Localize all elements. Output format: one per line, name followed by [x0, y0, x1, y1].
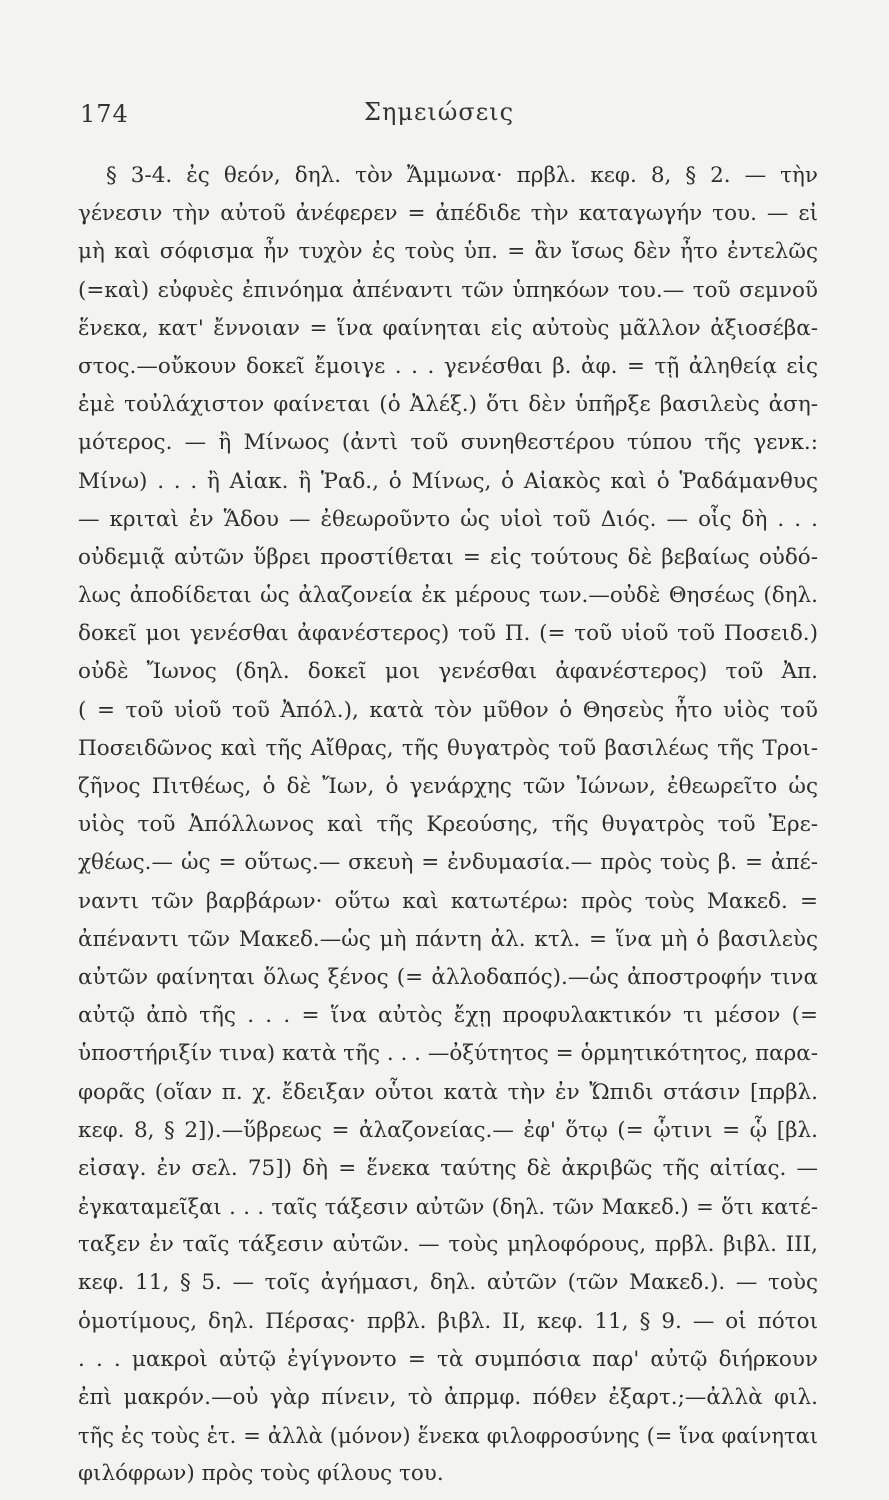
text-line: κεφ. 11, § 5. — τοῖς ἀγήμασι, δηλ. αὐτῶν (τῶν Μακεδ.). — τοὺς — [78, 1270, 818, 1296]
text-line: φορᾶς (οἵαν π. χ. ἔδειξαν οὗτοι κατὰ τὴν ἐν Ὤπιδι στάσιν [πρβλ. — [78, 1079, 818, 1105]
text-line: § 3-4. ἐς θεόν, δηλ. τὸν Ἄμμωνα· πρβλ. κεφ. 8, § 2. — τὴν — [106, 163, 818, 188]
text-line: οὐδὲ Ἴωνος (δηλ. δοκεῖ μοι γενέσθαι ἀφανέστερος) τοῦ Ἀπ. — [78, 659, 818, 685]
text-line: λως ἀποδίδεται ὡς ἀλαζονεία ἐκ μέρους των.—οὐδὲ Θησέως (δηλ. — [78, 583, 818, 609]
text-line: Μίνω) . . . ἢ Αἰακ. ἢ Ῥαδ., ὁ Μίνως, ὁ Αἰακὸς καὶ ὁ Ῥαδάμανθυς — [78, 468, 818, 494]
text-line: ἀπέναντι τῶν Μακεδ.—ὡς μὴ πάντη ἀλ. κτλ. = ἵνα μὴ ὁ βασιλεὺς — [78, 926, 818, 952]
text-line: (=καὶ) εὐφυὲς ἐπινόημα ἀπέναντι τῶν ὑπηκόων του.— τοῦ σεμνοῦ — [78, 277, 818, 303]
text-line: δοκεῖ μοι γενέσθαι ἀφανέστερος) τοῦ Π. (= τοῦ υἱοῦ τοῦ Ποσειδ.) — [78, 621, 818, 647]
text-line: Ποσειδῶνος καὶ τῆς Αἴθρας, τῆς θυγατρὸς τοῦ βασιλέως τῆς Τροι- — [78, 735, 818, 761]
text-line: ὁμοτίμους, δηλ. Πέρσας· πρβλ. βιβλ. II, κεφ. 11, § 9. — οἱ πότοι — [78, 1308, 818, 1334]
text-line: αὐτῷ ἀπὸ τῆς . . . = ἵνα αὐτὸς ἔχῃ προφυλακτικόν τι μέσον (= — [78, 1003, 818, 1029]
notes-body — [78, 157, 818, 1494]
text-line: φιλόφρων) πρὸς τοὺς φίλους του. — [78, 1461, 444, 1487]
text-line: χθέως.— ὡς = οὕτως.— σκευὴ = ἐνδυμασία.— πρὸς τοὺς β. = ἀπέ- — [78, 850, 818, 876]
text-line: ἐπὶ μακρόν.—οὐ γὰρ πίνειν, τὸ ἀπρμφ. πόθεν ἐξαρτ.;—ἀλλὰ φιλ. — [78, 1385, 818, 1410]
text-line: ἐμὲ τοὐλάχιστον φαίνεται (ὁ Ἀλέξ.) ὅτι δὲν ὑπῆρξε βασιλεὺς ἀση- — [78, 392, 818, 418]
page-number: 174 — [80, 100, 129, 128]
text-line: μότερος. — ἢ Μίνωος (ἀντὶ τοῦ συνηθεστέρου τύπου τῆς γενκ.: — [78, 430, 818, 456]
running-title: Σημειώσεις — [364, 98, 515, 126]
text-line: ἕνεκα, κατ' ἔννοιαν = ἵνα φαίνηται εἰς αὐτοὺς μᾶλλον ἀξιοσέβα- — [78, 315, 818, 341]
text-line: κεφ. 8, § 2]).—ὕβρεως = ἀλαζονείας.— ἐφ' ὅτῳ (= ᾧτινι = ᾧ [βλ. — [78, 1117, 818, 1143]
text-line: στος.—οὔκουν δοκεῖ ἔμοιγε . . . γενέσθαι β. ἀφ. = τῇ ἀληθείᾳ εἰς — [78, 353, 818, 379]
text-line: ὑποστήριξίν τινα) κατὰ τῆς . . . —ὀξύτητος = ὁρμητικότητος, παρα- — [78, 1041, 818, 1067]
text-line: ἐγκαταμεῖξαι . . . ταῖς τάξεσιν αὐτῶν (δηλ. τῶν Μακεδ.) = ὅτι κατέ- — [78, 1195, 818, 1220]
text-line: μὴ καὶ σόφισμα ἦν τυχὸν ἐς τοὺς ὑπ. = ἂν ἴσως δὲν ἦτο ἐντελῶς — [78, 239, 818, 265]
text-line: ( = τοῦ υἱοῦ τοῦ Ἀπόλ.), κατὰ τὸν μῦθον ὁ Θησεὺς ἦτο υἱὸς τοῦ — [78, 697, 818, 723]
text-line: ταξεν ἐν ταῖς τάξεσιν αὐτῶν. — τοὺς μηλοφόρους, πρβλ. βιβλ. III, — [78, 1232, 818, 1258]
text-line: οὐδεμιᾷ αὐτῶν ὕβρει προστίθεται = εἰς τούτους δὲ βεβαίως οὐδό- — [78, 544, 818, 570]
text-line: — κριταὶ ἐν Ἅδου — ἐθεωροῦντο ὡς υἱοὶ τοῦ Διός. — οἷς δὴ . . . — [78, 506, 818, 532]
text-line: τῆς ἐς τοὺς ἑτ. = ἀλλὰ (μόνον) ἕνεκα φιλοφροσύνης (= ἵνα φαίνηται — [78, 1424, 818, 1449]
text-line: εἰσαγ. ἐν σελ. 75]) δὴ = ἕνεκα ταύτης δὲ ἀκριβῶς τῆς αἰτίας. — — [78, 1155, 818, 1181]
text-line: υἱὸς τοῦ Ἀπόλλωνος καὶ τῆς Κρεούσης, τῆς θυγατρὸς τοῦ Ἐρε- — [78, 812, 818, 838]
text-line: ναντι τῶν βαρβάρων· οὕτω καὶ κατωτέρω: πρὸς τοὺς Μακεδ. = — [78, 888, 818, 914]
text-line: γένεσιν τὴν αὐτοῦ ἀνέφερεν = ἀπέδιδε τὴν καταγωγήν του. — εἰ — [78, 201, 818, 227]
text-line: ζῆνος Πιτθέως, ὁ δὲ Ἴων, ὁ γενάρχης τῶν Ἰώνων, ἐθεωρεῖτο ὡς — [78, 774, 818, 799]
text-line: . . . μακροὶ αὐτῷ ἐγίγνοντο = τὰ συμπόσια παρ' αὐτῷ διήρκουν — [78, 1346, 818, 1372]
text-line: αὐτῶν φαίνηται ὅλως ξένος (= ἀλλοδαπός).—ὡς ἀποστροφήν τινα — [78, 964, 818, 990]
